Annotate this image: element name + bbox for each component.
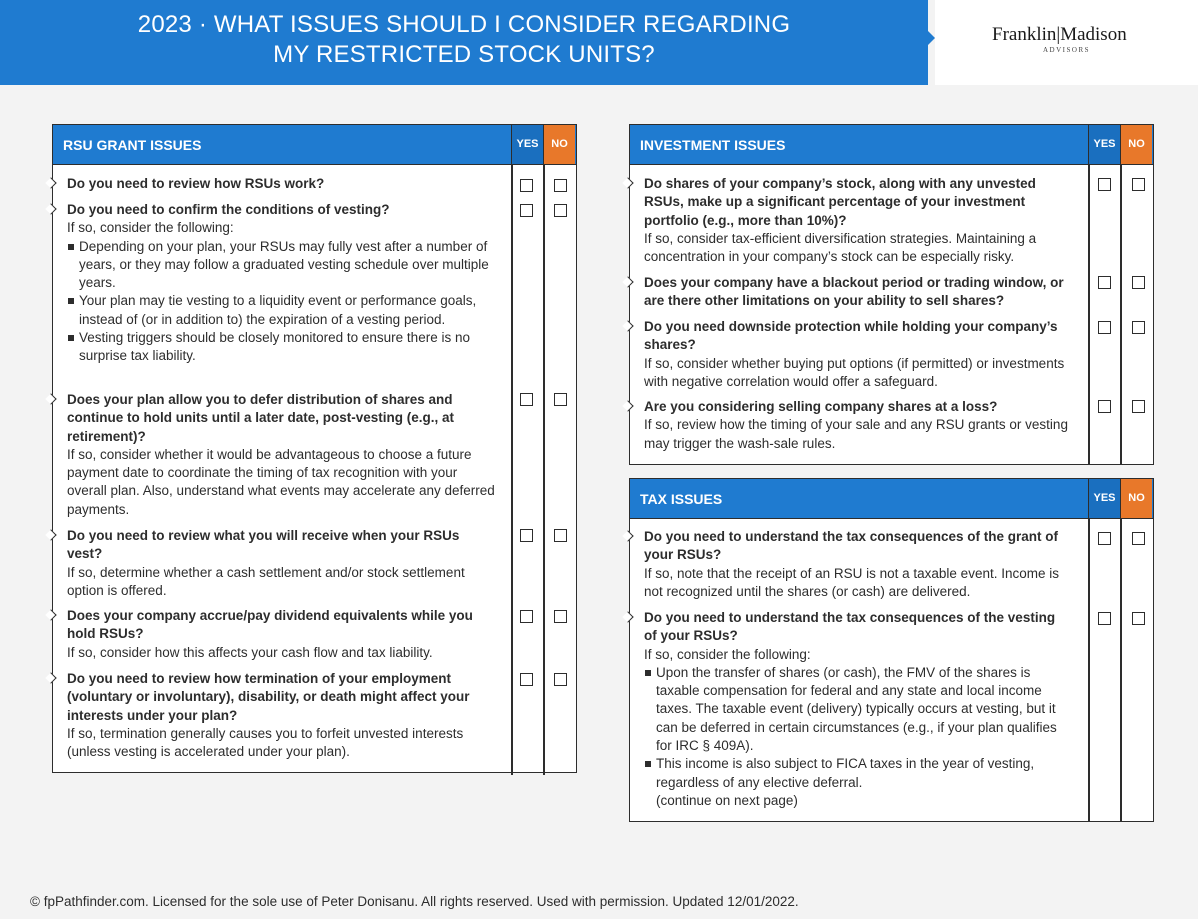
yes-checkbox[interactable] — [1098, 178, 1111, 191]
question: Does your plan allow you to defer distribution of shares and continue to hold units until a later date, post-vesting (e.g., at retirement)? — [67, 392, 455, 444]
no-checkbox[interactable] — [554, 673, 567, 686]
yes-column-header: YES — [1088, 125, 1120, 164]
yes-column-header: YES — [511, 125, 543, 164]
panel-header — [630, 125, 1153, 165]
question: Do shares of your company’s stock, along with any unvested RSUs, make up a significant percentage of your investment portfolio (e.g., more than 10%)? — [644, 176, 1036, 228]
column-divider — [1120, 518, 1122, 821]
question: Do you need downside protection while holding your company’s shares? — [644, 319, 1058, 353]
list-item — [644, 609, 1064, 810]
list-item — [67, 607, 497, 662]
question: Do you need to understand the tax consequences of the grant of your RSUs? — [644, 529, 1059, 563]
panel-title: TAX ISSUES — [640, 491, 723, 507]
list-item — [644, 528, 1076, 601]
yes-checkbox[interactable] — [1098, 276, 1111, 289]
no-checkbox[interactable] — [1132, 276, 1145, 289]
bullet-list — [644, 664, 1064, 792]
logo-subtitle: ADVISORS — [1043, 46, 1091, 54]
list-item — [644, 398, 1076, 453]
no-checkbox[interactable] — [1132, 321, 1145, 334]
question: Do you need to confirm the conditions of vesting? — [67, 202, 390, 217]
panel-header — [630, 479, 1153, 519]
yes-checkbox[interactable] — [520, 204, 533, 217]
no-checkbox[interactable] — [554, 179, 567, 192]
yes-checkbox[interactable] — [1098, 321, 1111, 334]
question: Do you need to review how termination of your employment (voluntary or involuntary), disability, or death might affect your interests under your plan? — [67, 671, 470, 723]
no-checkbox[interactable] — [1132, 400, 1145, 413]
yes-checkbox[interactable] — [520, 393, 533, 406]
column-divider — [511, 164, 513, 775]
no-checkbox[interactable] — [1132, 178, 1145, 191]
banner-arrow-icon — [928, 31, 935, 45]
yes-checkbox[interactable] — [1098, 612, 1111, 625]
bullet-list — [67, 238, 497, 366]
list-item — [67, 175, 497, 193]
column-divider — [1088, 518, 1090, 821]
bullet-item: Vesting triggers should be closely monitored to ensure there is no surprise tax liability. — [67, 329, 497, 366]
question: Are you considering selling company shares at a loss? — [644, 399, 998, 414]
yes-checkbox[interactable] — [1098, 400, 1111, 413]
logo: Franklin|Madison — [992, 24, 1127, 45]
bullet-item: Your plan may tie vesting to a liquidity event or performance goals, instead of (or in addition to) the expiration of a vesting period. — [67, 292, 497, 329]
question: Do you need to understand the tax consequences of the vesting of your RSUs? — [644, 610, 1056, 644]
list-item — [644, 318, 1076, 391]
list-item — [67, 670, 497, 761]
question: Do you need to review what you will receive when your RSUs vest? — [67, 528, 460, 562]
answer: If so, determine whether a cash settlement and/or stock settlement option is offered. — [67, 564, 465, 598]
yes-checkbox[interactable] — [1098, 532, 1111, 545]
answer: If so, consider whether it would be advantageous to choose a future payment date to coordinate the timing of tax recognition with your overall plan. Also, understand what events may accelerate any deferred payments. — [67, 446, 495, 517]
answer: If so, consider the following: — [644, 646, 811, 662]
question: Does your company accrue/pay dividend equivalents while you hold RSUs? — [67, 608, 473, 642]
bullet-item: Upon the transfer of shares (or cash), the FMV of the shares is taxable compensation for federal and any state and local income taxes. The taxable event (delivery) typically occurs at vesting, but it can be deferred in certain circumstances (e.g., if your plan qualifies for IRC § 409A). — [644, 664, 1064, 755]
yes-checkbox[interactable] — [520, 529, 533, 542]
yes-checkbox[interactable] — [520, 610, 533, 623]
answer: If so, review how the timing of your sale and any RSU grants or vesting may trigger the wash-sale rules. — [644, 417, 1068, 451]
yes-checkbox[interactable] — [520, 179, 533, 192]
column-divider — [543, 164, 545, 775]
column-divider — [1120, 164, 1122, 464]
yes-column-header: YES — [1088, 479, 1120, 518]
no-column-header: NO — [1120, 125, 1152, 164]
no-checkbox[interactable] — [554, 529, 567, 542]
no-checkbox[interactable] — [554, 204, 567, 217]
bullet-item: This income is also subject to FICA taxes in the year of vesting, regardless of any elective deferral. — [644, 755, 1064, 792]
answer: If so, consider whether buying put options (if permitted) or investments with negative correlation would offer a safeguard. — [644, 355, 1065, 389]
header — [0, 0, 1198, 85]
answer: If so, termination generally causes you to forfeit unvested interests (unless vesting is accelerated under your plan). — [67, 725, 464, 760]
page-title — [0, 10, 928, 70]
no-column-header: NO — [543, 125, 575, 164]
bullet-item: Depending on your plan, your RSUs may fully vest after a number of years, or they may follow a graduated vesting schedule over multiple years. — [67, 238, 497, 293]
list-item — [644, 175, 1076, 266]
list-item — [67, 201, 497, 366]
page-title-line2: MY RESTRICTED STOCK UNITS? — [273, 41, 655, 68]
answer: If so, note that the receipt of an RSU is not a taxable event. Income is not recognized until the shares (or cash) are delivered. — [644, 565, 1059, 599]
column-divider — [1088, 164, 1090, 464]
no-checkbox[interactable] — [554, 610, 567, 623]
question: Does your company have a blackout period or trading window, or are there other limitations on your ability to sell shares? — [644, 275, 1064, 309]
no-column-header: NO — [1120, 479, 1152, 518]
answer: If so, consider how this affects your cash flow and tax liability. — [67, 644, 433, 660]
yes-checkbox[interactable] — [520, 673, 533, 686]
footer-copyright: © fpPathfinder.com. Licensed for the sole use of Peter Donisanu. All rights reserved. Used with permission. Updated 12/01/2022. — [30, 894, 799, 909]
answer: If so, consider the following: — [67, 220, 234, 236]
no-checkbox[interactable] — [1132, 612, 1145, 625]
page-title-line1: 2023 · WHAT ISSUES SHOULD I CONSIDER REGARDING — [137, 11, 791, 38]
question: Do you need to review how RSUs work? — [67, 176, 325, 191]
continue-note: (continue on next page) — [656, 792, 798, 808]
list-item — [67, 391, 497, 519]
no-checkbox[interactable] — [1132, 532, 1145, 545]
list-item — [67, 527, 497, 600]
panel-header — [53, 125, 576, 165]
panel-title: INVESTMENT ISSUES — [640, 137, 786, 153]
answer: If so, consider tax-efficient diversification strategies. Maintaining a concentration in your company’s stock can be especially risky. — [644, 230, 1037, 265]
panel-title: RSU GRANT ISSUES — [63, 137, 202, 153]
list-item — [644, 274, 1076, 311]
no-checkbox[interactable] — [554, 393, 567, 406]
